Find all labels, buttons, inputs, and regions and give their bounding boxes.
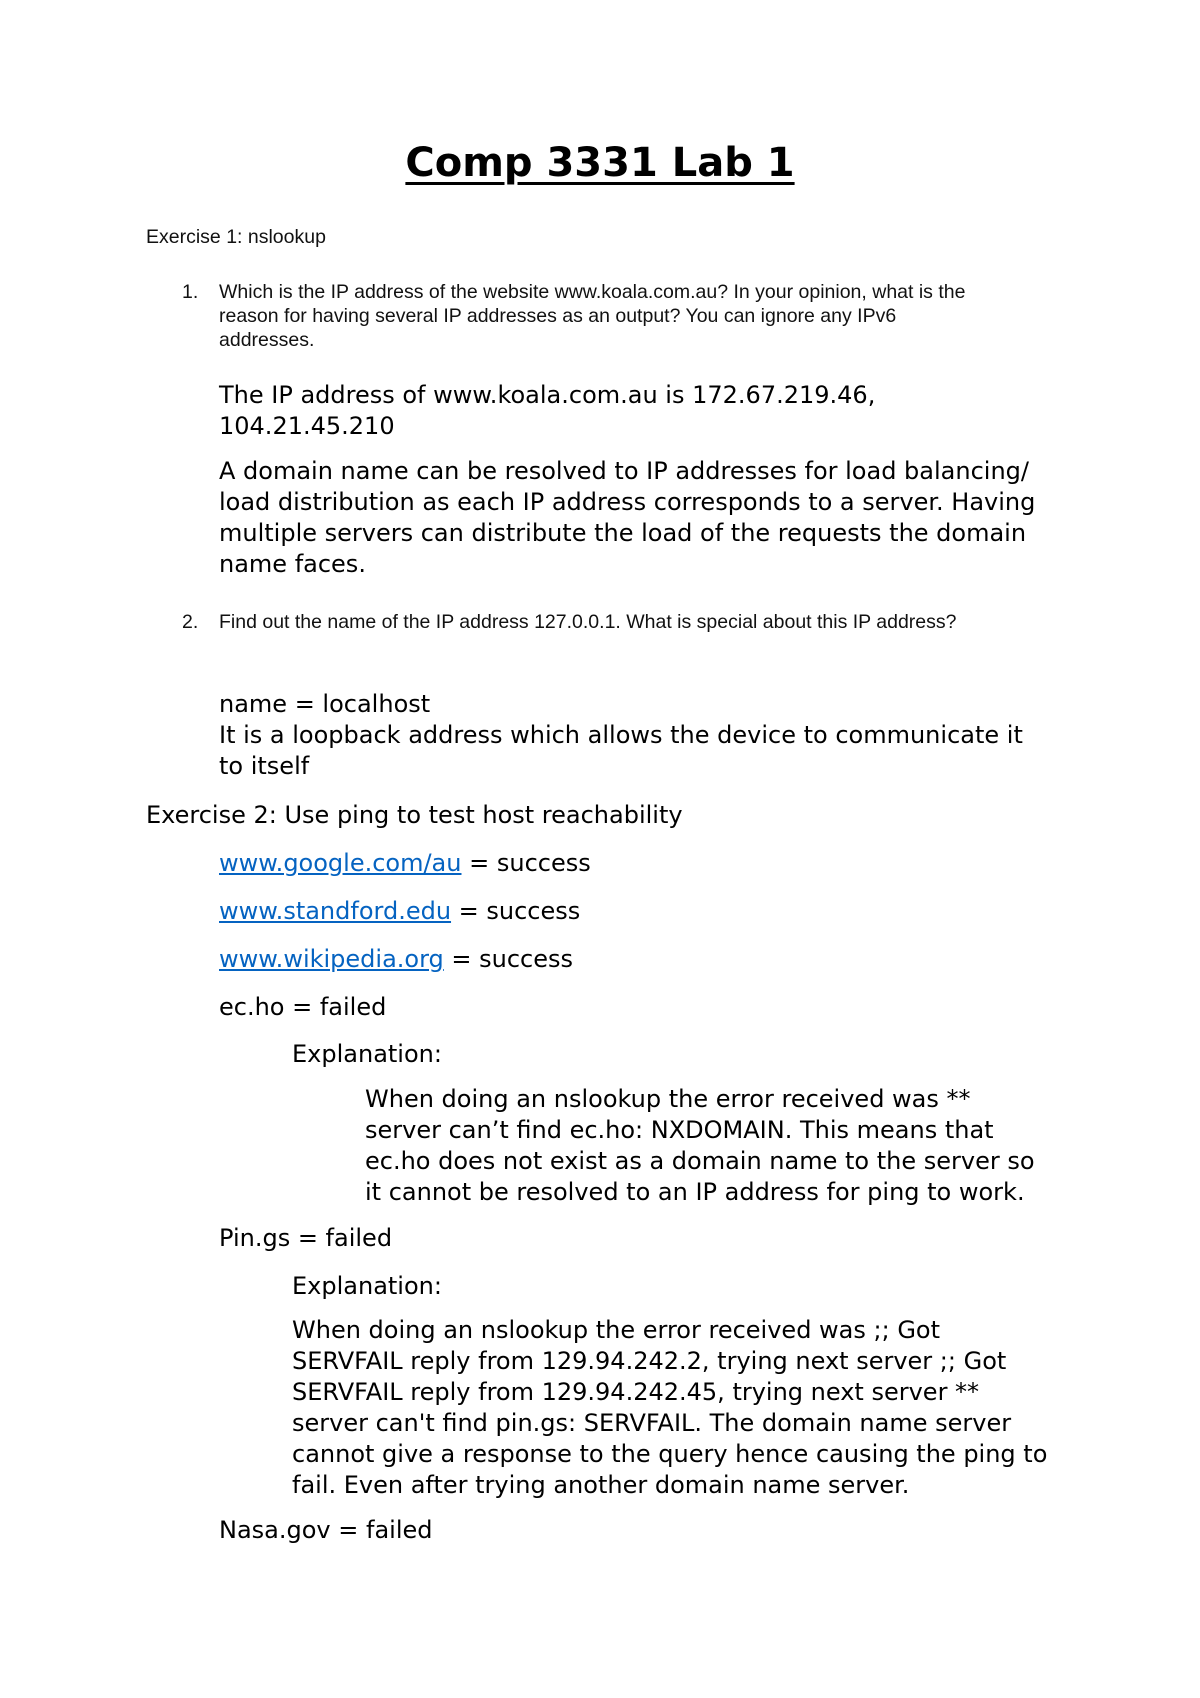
- answer-line: name faces.: [219, 550, 366, 578]
- explanation-line: SERVFAIL reply from 129.94.242.2, trying next server ;; Got: [292, 1347, 1007, 1375]
- pings-explanation: [292, 1315, 1047, 1501]
- explanation-line: cannot give a response to the query hence causing the ping to: [292, 1440, 1048, 1468]
- answer-line: It is a loopback address which allows the device to communicate it: [219, 721, 1023, 749]
- ping-result-stanford: [219, 896, 580, 927]
- answer-line: load distribution as each IP address corresponds to a server. Having: [219, 488, 1036, 516]
- explanation-line: fail. Even after trying another domain name server.: [292, 1471, 910, 1499]
- echo-explanation: [365, 1084, 1035, 1208]
- q1-number: 1.: [182, 281, 199, 303]
- ping-result-text: = success: [461, 849, 591, 877]
- ping-result-text: = success: [451, 897, 581, 925]
- q2-number: 2.: [182, 611, 199, 633]
- q1-answer-ip: [219, 380, 875, 442]
- document-title: Comp 3331 Lab 1: [405, 140, 795, 186]
- explanation-line: ec.ho does not exist as a domain name to the server so: [365, 1147, 1035, 1175]
- explanation-line: server can’t find ec.ho: NXDOMAIN. This means that: [365, 1116, 994, 1144]
- answer-line: multiple servers can distribute the load of the requests the domain: [219, 519, 1027, 547]
- answer-line: A domain name can be resolved to IP addresses for load balancing/: [219, 457, 1029, 485]
- answer-line: to itself: [219, 752, 310, 780]
- q1-line: reason for having several IP addresses as an output? You can ignore any IPv6: [219, 305, 897, 327]
- ping-result-wikipedia: [219, 944, 573, 975]
- answer-line: 104.21.45.210: [219, 412, 395, 440]
- ping-result-text: = success: [443, 945, 574, 973]
- q1-line: Which is the IP address of the website www.koala.com.au? In your opinion, what is the: [219, 281, 966, 303]
- exercise1-heading: Exercise 1: nslookup: [146, 226, 326, 248]
- google-link[interactable]: www.google.com/au: [219, 849, 462, 877]
- ping-result-google: [219, 848, 591, 879]
- explanation-line: SERVFAIL reply from 129.94.242.45, trying next server **: [292, 1378, 980, 1406]
- ping-result-echo: ec.ho = failed: [219, 993, 387, 1021]
- answer-line: name = localhost: [219, 690, 431, 718]
- explanation-line: server can't find pin.gs: SERVFAIL. The domain name server: [292, 1409, 1012, 1437]
- q2-answer: [219, 689, 1023, 782]
- explanation-line: When doing an nslookup the error received was ;; Got: [292, 1316, 941, 1344]
- ping-result-nasa: Nasa.gov = failed: [219, 1516, 433, 1544]
- q2-question: Find out the name of the IP address 127.0.0.1. What is special about this IP address?: [219, 611, 957, 633]
- q1-question: [219, 280, 965, 352]
- ping-result-pings: Pin.gs = failed: [219, 1224, 393, 1252]
- explanation-line: When doing an nslookup the error received was **: [365, 1085, 971, 1113]
- wikipedia-link[interactable]: www.wikipedia.org: [219, 945, 444, 973]
- answer-line: The IP address of www.koala.com.au is 172.67.219.46,: [219, 381, 876, 409]
- stanford-link[interactable]: www.standford.edu: [219, 897, 452, 925]
- echo-explanation-label: Explanation:: [292, 1040, 442, 1068]
- pings-explanation-label: Explanation:: [292, 1272, 442, 1300]
- explanation-line: it cannot be resolved to an IP address for ping to work.: [365, 1178, 1025, 1206]
- q1-line: addresses.: [219, 329, 315, 351]
- exercise2-heading: Exercise 2: Use ping to test host reachability: [146, 801, 683, 829]
- q1-answer-reason: [219, 456, 1035, 580]
